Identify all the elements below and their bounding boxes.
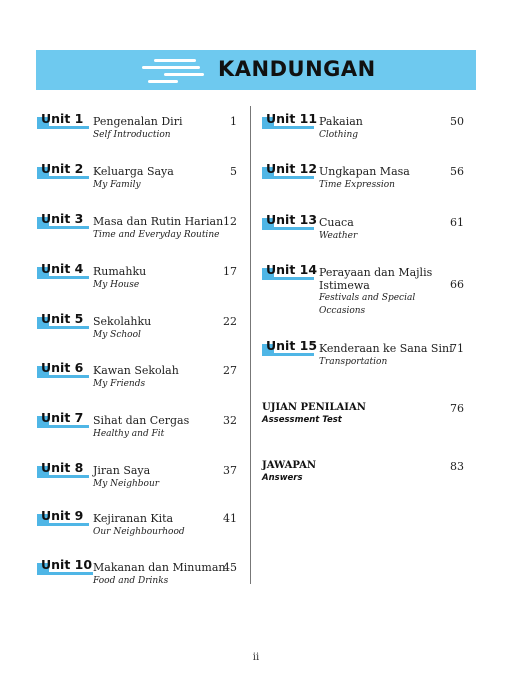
- section-title: JAWAPAN: [262, 460, 317, 471]
- unit-badge: Unit 8: [37, 461, 93, 477]
- unit-page-number: 56: [450, 165, 464, 178]
- toc-entry-unit-7[interactable]: [37, 411, 241, 451]
- toc-entry-unit-13[interactable]: [262, 213, 468, 253]
- unit-badge: Unit 11: [262, 112, 318, 128]
- unit-page-number: 32: [223, 414, 237, 427]
- toc-entry-unit-5[interactable]: [37, 312, 241, 352]
- unit-title: Cuaca: [319, 216, 354, 229]
- unit-page-number: 17: [223, 265, 237, 278]
- unit-badge: Unit 14: [262, 263, 318, 279]
- unit-badge: Unit 5: [37, 312, 93, 328]
- toc-entry-unit-10[interactable]: [37, 558, 241, 598]
- toc-entry-unit-2[interactable]: [37, 162, 241, 202]
- unit-page-number: 50: [450, 115, 464, 128]
- unit-badge: Unit 3: [37, 212, 93, 228]
- unit-subtitle: My School: [93, 330, 141, 340]
- unit-title: Pengenalan Diri: [93, 115, 183, 128]
- section-subtitle: Assessment Test: [262, 415, 342, 425]
- unit-subtitle: Transportation: [319, 357, 388, 367]
- unit-title-line-1: Perayaan dan Majlis: [319, 266, 433, 279]
- unit-page-number: 1: [230, 115, 237, 128]
- toc-entry-unit-14[interactable]: [262, 263, 468, 323]
- unit-page-number: 27: [223, 364, 237, 377]
- unit-subtitle: Time and Everyday Routine: [93, 230, 220, 240]
- unit-badge: Unit 4: [37, 262, 93, 278]
- toc-entry-unit-15[interactable]: [262, 339, 468, 379]
- unit-subtitle: Time Expression: [319, 180, 395, 190]
- unit-title: Kawan Sekolah: [93, 364, 179, 377]
- unit-badge: Unit 12: [262, 162, 318, 178]
- section-subtitle: Answers: [262, 473, 303, 483]
- unit-subtitle: My House: [93, 280, 140, 290]
- unit-subtitle: Food and Drinks: [93, 576, 169, 586]
- unit-title-line-2: Istimewa: [319, 279, 370, 292]
- toc-entry-unit-4[interactable]: [37, 262, 241, 302]
- toc-entry-unit-12[interactable]: [262, 162, 468, 202]
- unit-title: Masa dan Rutin Harian: [93, 215, 224, 228]
- unit-title: Kejiranan Kita: [93, 512, 174, 525]
- toc-entry-assessment[interactable]: [262, 402, 468, 442]
- unit-subtitle: My Neighbour: [93, 479, 160, 489]
- unit-badge: Unit 9: [37, 509, 93, 525]
- section-page-number: 83: [450, 460, 464, 473]
- unit-page-number: 45: [223, 561, 237, 574]
- unit-title: Ungkapan Masa: [319, 165, 410, 178]
- toc-entry-unit-1[interactable]: [37, 112, 241, 152]
- toc-entry-unit-3[interactable]: [37, 212, 241, 252]
- unit-badge: Unit 10: [37, 558, 93, 574]
- unit-subtitle: Self Introduction: [93, 130, 171, 140]
- unit-badge: Unit 1: [37, 112, 93, 128]
- unit-page-number: 22: [223, 315, 237, 328]
- footer-page-number: ii: [252, 652, 260, 663]
- unit-title: Sekolahku: [93, 315, 152, 328]
- unit-badge: Unit 6: [37, 361, 93, 377]
- unit-subtitle-line-2: Occasions: [319, 306, 366, 316]
- unit-subtitle: My Family: [93, 180, 141, 190]
- unit-page-number: 41: [223, 512, 237, 525]
- unit-title: Keluarga Saya: [93, 165, 174, 178]
- unit-page-number: 71: [450, 342, 464, 355]
- toc-entry-unit-9[interactable]: [37, 509, 241, 549]
- unit-subtitle: Clothing: [319, 130, 359, 140]
- unit-badge: Unit 7: [37, 411, 93, 427]
- unit-page-number: 61: [450, 216, 464, 229]
- section-title: UJIAN PENILAIAN: [262, 402, 366, 413]
- unit-badge: Unit 2: [37, 162, 93, 178]
- unit-subtitle-line-1: Festivals and Special: [319, 293, 416, 303]
- unit-title: Rumahku: [93, 265, 147, 278]
- unit-title: Sihat dan Cergas: [93, 414, 190, 427]
- unit-page-number: 66: [450, 278, 464, 291]
- unit-subtitle: Our Neighbourhood: [93, 527, 185, 537]
- unit-title: Pakaian: [319, 115, 363, 128]
- toc-entry-answers[interactable]: [262, 460, 468, 500]
- unit-title: Jiran Saya: [93, 464, 151, 477]
- unit-page-number: 12: [223, 215, 237, 228]
- column-divider: [250, 106, 251, 584]
- unit-page-number: 37: [223, 464, 237, 477]
- unit-title: Kenderaan ke Sana Sini: [319, 342, 453, 355]
- unit-badge: Unit 15: [262, 339, 318, 355]
- section-page-number: 76: [450, 402, 464, 415]
- unit-subtitle: My Friends: [93, 379, 146, 389]
- unit-subtitle: Weather: [319, 231, 358, 241]
- page-title: KANDUNGAN: [218, 57, 376, 81]
- toc-entry-unit-8[interactable]: [37, 461, 241, 501]
- unit-badge: Unit 13: [262, 213, 318, 229]
- unit-page-number: 5: [230, 165, 237, 178]
- toc-entry-unit-6[interactable]: [37, 361, 241, 401]
- unit-subtitle: Healthy and Fit: [93, 429, 165, 439]
- unit-title: Makanan dan Minuman: [93, 561, 226, 574]
- speed-lines-decoration: [134, 50, 224, 90]
- toc-entry-unit-11[interactable]: [262, 112, 468, 152]
- header-banner: [36, 50, 476, 90]
